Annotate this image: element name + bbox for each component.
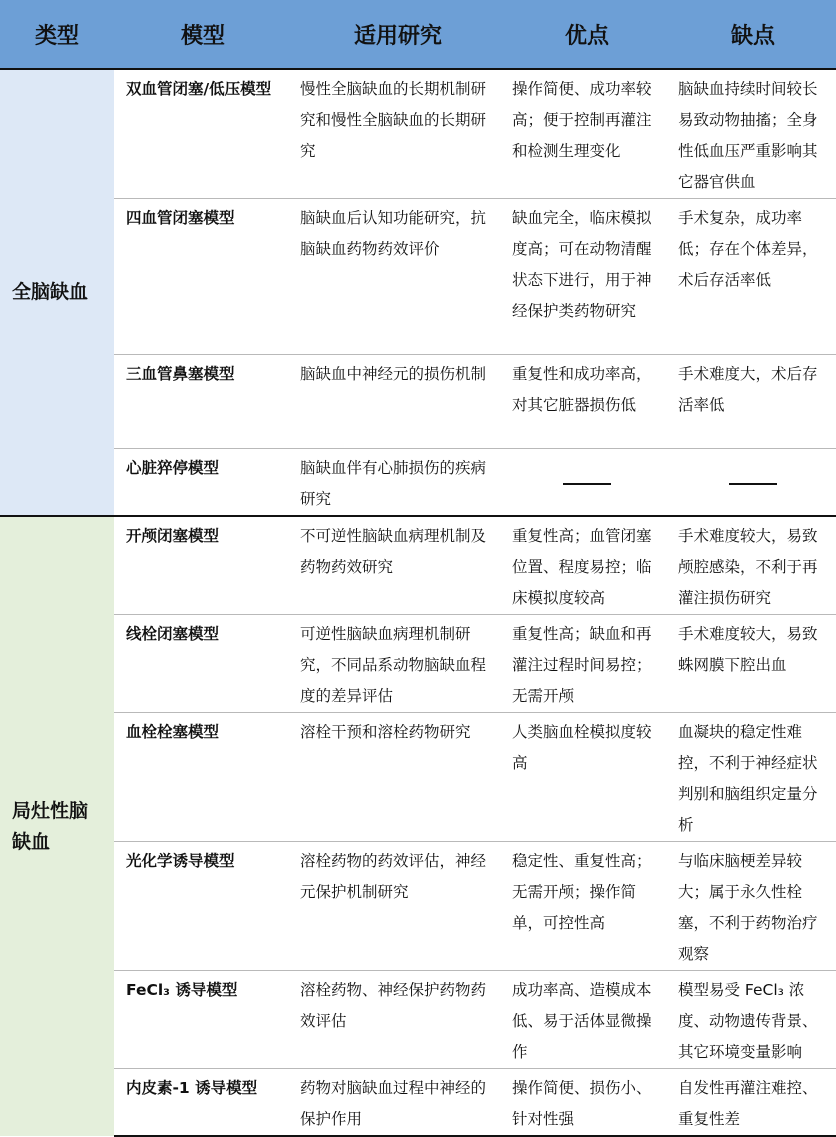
research-cell: 溶栓药物的药效评估，神经元保护机制研究 [292,842,504,971]
table-row [0,355,836,449]
table-row [0,516,836,615]
research-cell: 溶栓干预和溶栓药物研究 [292,713,504,842]
cons-cell: 手术难度较大，易致蛛网膜下腔出血 [670,615,836,713]
cons-cell: 手术难度大，术后存活率低 [670,355,836,449]
table-row [0,713,836,842]
research-cell: 溶栓药物、神经保护药物药效评估 [292,971,504,1069]
dash-line [729,483,777,485]
research-cell: 不可逆性脑缺血病理机制及药物药效研究 [292,516,504,615]
pros-cell-empty [504,449,670,517]
table-row [0,1069,836,1137]
model-cell: 血栓栓塞模型 [114,713,292,842]
group-focal-ischemia: 局灶性脑缺血 [0,516,114,1136]
pros-cell: 缺血完全，临床模拟度高；可在动物清醒状态下进行，用于神经保护类药物研究 [504,199,670,355]
table-row [0,199,836,355]
model-cell: 内皮素-1 诱导模型 [114,1069,292,1137]
model-cell: FeCl₃ 诱导模型 [114,971,292,1069]
model-cell: 心脏猝停模型 [114,449,292,517]
cons-cell-empty [670,449,836,517]
cons-cell: 模型易受 FeCl₃ 浓度、动物遗传背景、其它环境变量影响 [670,971,836,1069]
pros-cell: 稳定性、重复性高；无需开颅；操作简单，可控性高 [504,842,670,971]
group-global-ischemia: 全脑缺血 [0,69,114,516]
model-cell: 三血管鼻塞模型 [114,355,292,449]
table-row [0,971,836,1069]
pros-cell: 成功率高、造模成本低、易于活体显微操作 [504,971,670,1069]
pros-cell: 人类脑血栓模拟度较高 [504,713,670,842]
cons-cell: 与临床脑梗差异较大；属于永久性栓塞，不利于药物治疗观察 [670,842,836,971]
model-cell: 四血管闭塞模型 [114,199,292,355]
table-row [0,449,836,517]
pros-cell: 操作简便、损伤小、针对性强 [504,1069,670,1137]
header-type: 类型 [0,0,114,69]
header-row [0,0,836,69]
research-cell: 慢性全脑缺血的长期机制研究和慢性全脑缺血的长期研究 [292,69,504,199]
table-row [0,842,836,971]
header-model: 模型 [114,0,292,69]
model-cell: 双血管闭塞/低压模型 [114,69,292,199]
model-cell: 线栓闭塞模型 [114,615,292,713]
table-row [0,615,836,713]
table-row [0,69,836,199]
pros-cell: 操作简便、成功率较高；便于控制再灌注和检测生理变化 [504,69,670,199]
dash-line [563,483,611,485]
research-cell: 脑缺血伴有心肺损伤的疾病研究 [292,449,504,517]
cons-cell: 手术难度较大，易致颅腔感染，不利于再灌注损伤研究 [670,516,836,615]
header-pros: 优点 [504,0,670,69]
cons-cell: 手术复杂，成功率低；存在个体差异，术后存活率低 [670,199,836,355]
cons-cell: 脑缺血持续时间较长易致动物抽搐；全身性低血压严重影响其它器官供血 [670,69,836,199]
research-cell: 可逆性脑缺血病理机制研究，不同品系动物脑缺血程度的差异评估 [292,615,504,713]
pros-cell: 重复性高；缺血和再灌注过程时间易控；无需开颅 [504,615,670,713]
cons-cell: 自发性再灌注难控、重复性差 [670,1069,836,1137]
header-cons: 缺点 [670,0,836,69]
model-cell: 光化学诱导模型 [114,842,292,971]
research-cell: 药物对脑缺血过程中神经的保护作用 [292,1069,504,1137]
cons-cell: 血凝块的稳定性难控，不利于神经症状判别和脑组织定量分析 [670,713,836,842]
research-cell: 脑缺血中神经元的损伤机制 [292,355,504,449]
model-cell: 开颅闭塞模型 [114,516,292,615]
header-research: 适用研究 [292,0,504,69]
pros-cell: 重复性高；血管闭塞位置、程度易控；临床模拟度较高 [504,516,670,615]
research-cell: 脑缺血后认知功能研究，抗脑缺血药物药效评价 [292,199,504,355]
pros-cell: 重复性和成功率高，对其它脏器损伤低 [504,355,670,449]
